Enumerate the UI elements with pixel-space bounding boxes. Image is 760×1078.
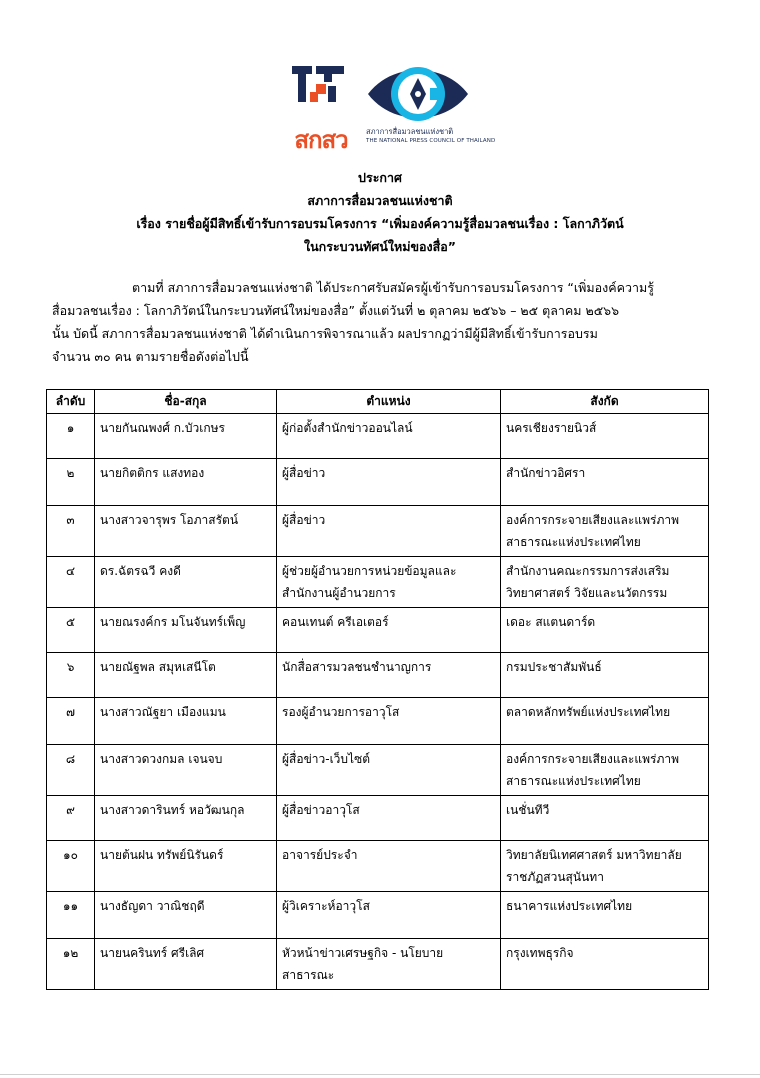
affiliation-line: สาธารณะแห่งประเทศไทย <box>506 774 641 788</box>
row-number-text: ๑๑ <box>62 899 79 913</box>
participant-affiliation <box>501 608 709 653</box>
row-number <box>47 459 95 506</box>
participant-affiliation <box>501 414 709 459</box>
position-line: ผู้วิเคราะห์อาวุโส <box>282 899 370 913</box>
row-number-text: ๕ <box>65 615 76 629</box>
position-line: ผู้สื่อข่าว <box>282 466 326 480</box>
participant-position <box>277 506 501 557</box>
participant-name-text: นายณรงค์กร มโนจันทร์เพ็ญ <box>100 615 246 629</box>
position-line: นักสื่อสารมวลชนชำนาญการ <box>282 660 432 674</box>
row-number <box>47 745 95 796</box>
participant-name <box>95 414 277 459</box>
participant-affiliation <box>501 653 709 698</box>
position-line: อาจารย์ประจำ <box>282 848 358 862</box>
table-row <box>47 939 709 990</box>
participant-name-text: นายต้นฝน ทรัพย์นิรันดร์ <box>100 848 224 862</box>
participant-name <box>95 892 277 939</box>
position-line: ผู้สื่อข่าว <box>282 513 326 527</box>
participant-name <box>95 939 277 990</box>
press-council-eye-logo-icon <box>364 58 472 130</box>
affiliation-line: วิทยาศาสตร์ วิจัยและนวัตกรรม <box>506 586 668 600</box>
participant-affiliation <box>501 892 709 939</box>
position-line: หัวหน้าข่าวเศรษฐกิจ - นโยบาย <box>282 946 444 960</box>
position-line: คอนเทนต์ ครีเอเตอร์ <box>282 615 389 629</box>
row-number-text: ๓ <box>66 513 75 527</box>
participant-affiliation <box>501 745 709 796</box>
participant-name <box>95 459 277 506</box>
table-row <box>47 608 709 653</box>
position-line: รองผู้อำนวยการอาวุโส <box>282 705 400 719</box>
participant-position <box>277 557 501 608</box>
header-logos <box>280 58 496 154</box>
position-line: ผู้สื่อข่าว-เว็บไซต์ <box>282 752 371 766</box>
row-number <box>47 939 95 990</box>
header-affiliation: สังกัด <box>501 390 709 414</box>
row-number-text: ๑๒ <box>62 946 79 960</box>
table-row <box>47 414 709 459</box>
body-line-4: จำนวน ๓๐ คน ตามรายชื่อดังต่อไปนี้ <box>52 349 249 364</box>
table-row <box>47 557 709 608</box>
participant-affiliation <box>501 939 709 990</box>
participant-position <box>277 745 501 796</box>
participant-position <box>277 608 501 653</box>
row-number-text: ๙ <box>66 803 75 817</box>
participant-position <box>277 459 501 506</box>
participant-name-text: นางสาวณัฐยา เมืองแมน <box>100 705 226 719</box>
participant-name-text: นายนครินทร์ ศรีเลิศ <box>100 946 205 960</box>
affiliation-line: สำนักงานคณะกรรมการส่งเสริม <box>506 564 670 578</box>
row-number <box>47 414 95 459</box>
row-number-text: ๘ <box>65 752 76 766</box>
participant-name <box>95 698 277 745</box>
participant-position <box>277 892 501 939</box>
affiliation-line: สำนักข่าวอิศรา <box>506 466 586 480</box>
row-number-text: ๑๐ <box>63 848 78 862</box>
body-line-3: นั้น บัดนี้ สภาการสื่อมวลชนแห่งชาติ ได้ดำเนินการพิจารณาแล้ว ผลปรากฏว่ามีผู้มีสิทธิ์เข้ารับการอบรม <box>52 326 598 341</box>
participant-name-text: นางธัญดา วาณิชฤดี <box>100 899 205 913</box>
table-row <box>47 698 709 745</box>
affiliation-line: องค์การกระจายเสียงและแพร่ภาพ <box>506 752 679 766</box>
table-row <box>47 892 709 939</box>
header-name: ชื่อ-สกุล <box>95 390 277 414</box>
position-line: สาธารณะ <box>282 968 335 982</box>
participant-name-text: นางสาวจารุพร โอภาสรัตน์ <box>100 513 239 527</box>
participant-name-text: นายกิตติกร แสงทอง <box>100 466 205 480</box>
participant-name <box>95 841 277 892</box>
affiliation-line: กรมประชาสัมพันธ์ <box>506 660 602 674</box>
row-number <box>47 557 95 608</box>
row-number-text: ๑ <box>66 421 75 435</box>
participant-name-text: ดร.ฉัตรฉวี คงดี <box>100 564 181 578</box>
affiliation-line: นครเชียงรายนิวส์ <box>506 421 597 435</box>
announcement-title: ประกาศ <box>358 170 402 185</box>
row-number <box>47 698 95 745</box>
affiliation-line: เดอะ สแตนดาร์ด <box>506 615 596 629</box>
row-number <box>47 506 95 557</box>
participant-position <box>277 414 501 459</box>
logo-org-name-thai: สภาการสื่อมวลชนแห่งชาติ <box>366 127 454 136</box>
affiliation-line: ราชภัฏสวนสุนันทา <box>506 870 604 884</box>
participant-name <box>95 608 277 653</box>
position-line: ผู้ช่วยผู้อำนวยการหน่วยข้อมูลและ <box>282 564 457 578</box>
page-bottom-rule <box>0 1074 760 1075</box>
affiliation-line: เนชั่นทีวี <box>506 803 550 817</box>
position-line: ผู้สื่อข่าวอาวุโส <box>282 803 360 817</box>
header-no: ลำดับ <box>47 390 95 414</box>
row-number <box>47 892 95 939</box>
table-header-row <box>47 390 709 414</box>
row-number <box>47 653 95 698</box>
logo-abbreviation: สกสว <box>294 126 348 154</box>
participant-name-text: นายกันณพงศ์ ก.บัวเกษร <box>100 421 225 435</box>
row-number-text: ๖ <box>66 660 75 674</box>
table-row <box>47 653 709 698</box>
affiliation-line: ธนาคารแห่งประเทศไทย <box>506 899 633 913</box>
participant-position <box>277 698 501 745</box>
participant-name-text: นายณัฐพล สมุหเสนีโต <box>100 660 216 674</box>
participant-name <box>95 796 277 841</box>
table-row <box>47 745 709 796</box>
affiliation-line: องค์การกระจายเสียงและแพร่ภาพ <box>506 513 679 527</box>
participant-position <box>277 796 501 841</box>
participant-affiliation <box>501 459 709 506</box>
affiliation-line: กรุงเทพธุรกิจ <box>506 946 574 960</box>
participant-affiliation <box>501 841 709 892</box>
participant-position <box>277 841 501 892</box>
affiliation-line: วิทยาลัยนิเทศศาสตร์ มหาวิทยาลัย <box>506 848 682 862</box>
participant-affiliation <box>501 698 709 745</box>
logo-org-name-english: THE NATIONAL PRESS COUNCIL OF THAILAND <box>366 138 496 144</box>
row-number <box>47 841 95 892</box>
participant-position <box>277 653 501 698</box>
tsri-logo-icon <box>290 62 346 118</box>
participant-name <box>95 506 277 557</box>
row-number <box>47 796 95 841</box>
participant-name <box>95 557 277 608</box>
row-number-text: ๔ <box>65 564 76 578</box>
subject-line: เรื่อง รายชื่อผู้มีสิทธิ์เข้ารับการอบรมโครงการ “เพิ่มองค์ความรู้สื่อมวลชนเรื่อง : โลกาภิวัตน์ <box>136 216 624 231</box>
table-body <box>47 414 709 990</box>
row-number <box>47 608 95 653</box>
subject-line-continued: ในกระบวนทัศน์ใหม่ของสื่อ” <box>304 239 456 254</box>
participant-position <box>277 939 501 990</box>
body-line-1: ตามที่ สภาการสื่อมวลชนแห่งชาติ ได้ประกาศรับสมัครผู้เข้ารับการอบรมโครงการ “เพิ่มองค์ความรู้ <box>132 280 654 295</box>
row-number-text: ๒ <box>66 466 75 480</box>
table-row <box>47 459 709 506</box>
table-row <box>47 841 709 892</box>
participant-name <box>95 745 277 796</box>
affiliation-line: ตลาดหลักทรัพย์แห่งประเทศไทย <box>506 705 671 719</box>
participant-affiliation <box>501 796 709 841</box>
participant-affiliation <box>501 506 709 557</box>
issuing-organization: สภาการสื่อมวลชนแห่งชาติ <box>307 193 453 208</box>
affiliation-line: สาธารณะแห่งประเทศไทย <box>506 535 641 549</box>
participant-affiliation <box>501 557 709 608</box>
row-number-text: ๗ <box>65 705 76 719</box>
table-row <box>47 796 709 841</box>
header-position: ตำแหน่ง <box>277 390 501 414</box>
participants-table <box>46 389 709 990</box>
body-line-2: สื่อมวลชนเรื่อง : โลกาภิวัตน์ในกระบวนทัศน์ใหม่ของสื่อ” ตั้งแต่วันที่ ๒ ตุลาคม ๒๕๖๖ – ๒๕ ตุลาคม ๒๕๖๖ <box>52 303 620 318</box>
position-line: ผู้ก่อตั้งสำนักข่าวออนไลน์ <box>282 421 413 435</box>
participant-name <box>95 653 277 698</box>
position-line: สำนักงานผู้อำนวยการ <box>282 586 396 600</box>
table-row <box>47 506 709 557</box>
participant-name-text: นางสาวดารินทร์ หอวัฒนกุล <box>100 803 245 817</box>
participant-name-text: นางสาวดวงกมล เจนจบ <box>100 752 223 766</box>
